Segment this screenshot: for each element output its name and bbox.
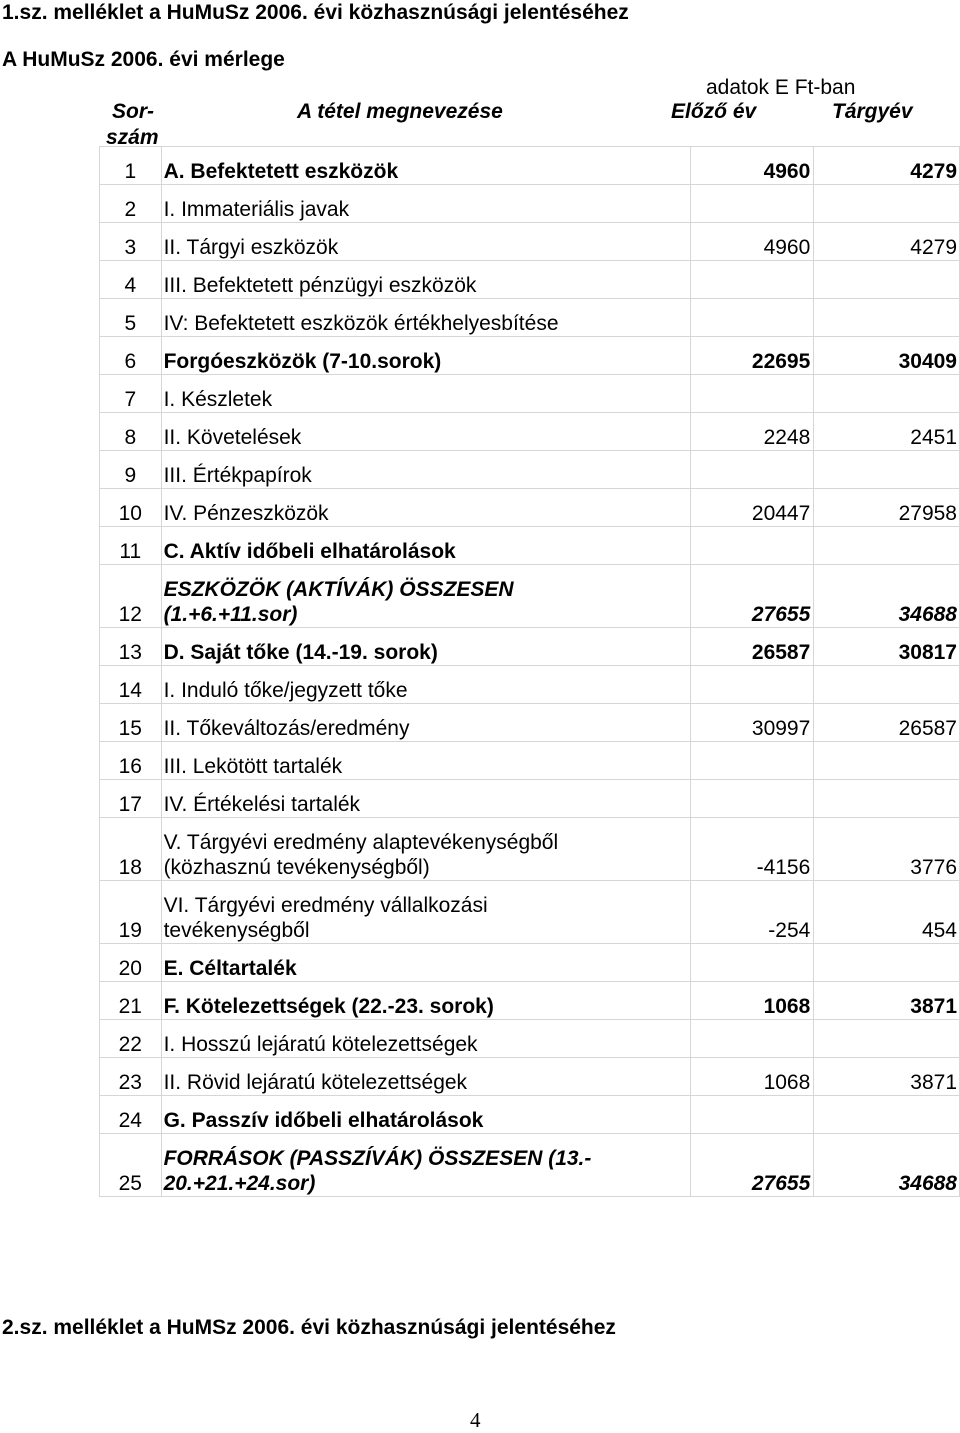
row-label: G. Passzív időbeli elhatárolások (161, 1096, 690, 1134)
current-year-value (814, 527, 960, 565)
row-number: 21 (100, 982, 162, 1020)
col-header-number-line2: szám (106, 126, 159, 149)
table-row (100, 1058, 960, 1096)
prev-year-value: -254 (691, 881, 814, 944)
prev-year-value (691, 261, 814, 299)
row-label (161, 1134, 690, 1197)
table-row (100, 982, 960, 1020)
prev-year-value: 27655 (691, 1134, 814, 1197)
row-number: 16 (100, 742, 162, 780)
prev-year-value (691, 742, 814, 780)
document-title: A HuMuSz 2006. évi mérlege (2, 48, 285, 71)
row-number: 12 (100, 565, 162, 628)
row-number: 14 (100, 666, 162, 704)
current-year-value (814, 944, 960, 982)
current-year-value (814, 666, 960, 704)
current-year-value: 34688 (814, 1134, 960, 1197)
table-row (100, 666, 960, 704)
current-year-value: 3871 (814, 1058, 960, 1096)
row-number: 8 (100, 413, 162, 451)
row-label: C. Aktív időbeli elhatárolások (161, 527, 690, 565)
row-number: 7 (100, 375, 162, 413)
row-number: 20 (100, 944, 162, 982)
row-label-line1: VI. Tárgyévi eredmény vállalkozási (163, 894, 488, 917)
row-label: IV: Befektetett eszközök értékhelyesbítése (161, 299, 690, 337)
row-label: A. Befektetett eszközök (161, 147, 690, 185)
row-label: E. Céltartalék (161, 944, 690, 982)
current-year-value (814, 451, 960, 489)
table-row (100, 223, 960, 261)
prev-year-value: -4156 (691, 818, 814, 881)
annex2-heading: 2.sz. melléklet a HuMSz 2006. évi közhasznúsági jelentéséhez (2, 1316, 616, 1339)
table-row (100, 261, 960, 299)
annex-heading: 1.sz. melléklet a HuMuSz 2006. évi közhasznúsági jelentéséhez (2, 1, 629, 24)
prev-year-value (691, 1020, 814, 1058)
table-row (100, 780, 960, 818)
row-label (161, 565, 690, 628)
row-label: Forgóeszközök (7-10.sorok) (161, 337, 690, 375)
row-label: I. Hosszú lejáratú kötelezettségek (161, 1020, 690, 1058)
row-label: III. Értékpapírok (161, 451, 690, 489)
table-row (100, 704, 960, 742)
row-label: D. Saját tőke (14.-19. sorok) (161, 628, 690, 666)
current-year-value (814, 742, 960, 780)
row-label (161, 818, 690, 881)
row-number: 10 (100, 489, 162, 527)
row-label-line1: V. Tárgyévi eredmény alaptevékenységből (163, 831, 559, 854)
prev-year-value (691, 666, 814, 704)
row-label: II. Tőkeváltozás/eredmény (161, 704, 690, 742)
prev-year-value (691, 451, 814, 489)
unit-note: adatok E Ft-ban (706, 76, 856, 99)
current-year-value (814, 1020, 960, 1058)
row-number: 15 (100, 704, 162, 742)
row-label: IV. Értékelési tartalék (161, 780, 690, 818)
prev-year-value: 4960 (691, 147, 814, 185)
row-label: I. Immateriális javak (161, 185, 690, 223)
row-label: F. Kötelezettségek (22.-23. sorok) (161, 982, 690, 1020)
current-year-value (814, 261, 960, 299)
row-number: 22 (100, 1020, 162, 1058)
prev-year-value: 27655 (691, 565, 814, 628)
current-year-value: 4279 (814, 223, 960, 261)
prev-year-value (691, 780, 814, 818)
row-label: III. Befektetett pénzügyi eszközök (161, 261, 690, 299)
prev-year-value (691, 375, 814, 413)
current-year-value (814, 375, 960, 413)
current-year-value: 454 (814, 881, 960, 944)
row-number: 17 (100, 780, 162, 818)
table-row (100, 375, 960, 413)
prev-year-value: 26587 (691, 628, 814, 666)
row-number: 23 (100, 1058, 162, 1096)
page-number: 4 (470, 1408, 481, 1432)
current-year-value: 26587 (814, 704, 960, 742)
row-label-line2: tevékenységből (163, 919, 310, 942)
table-row (100, 337, 960, 375)
table-row (100, 1134, 960, 1197)
col-header-current-year: Tárgyév (832, 100, 913, 123)
prev-year-value (691, 299, 814, 337)
current-year-value: 27958 (814, 489, 960, 527)
row-number: 6 (100, 337, 162, 375)
row-label: IV. Pénzeszközök (161, 489, 690, 527)
row-label: III. Lekötött tartalék (161, 742, 690, 780)
row-label: II. Tárgyi eszközök (161, 223, 690, 261)
row-number: 3 (100, 223, 162, 261)
prev-year-value: 20447 (691, 489, 814, 527)
prev-year-value (691, 1096, 814, 1134)
table-row (100, 527, 960, 565)
table-row (100, 147, 960, 185)
row-number: 2 (100, 185, 162, 223)
row-label-line2: (közhasznú tevékenységből) (163, 856, 430, 879)
row-number: 11 (100, 527, 162, 565)
prev-year-value: 22695 (691, 337, 814, 375)
col-header-prev-year: Előző év (671, 100, 757, 123)
table-row (100, 565, 960, 628)
row-label: II. Követelések (161, 413, 690, 451)
current-year-value: 30409 (814, 337, 960, 375)
table-row (100, 944, 960, 982)
row-label-line2: (1.+6.+11.sor) (163, 603, 298, 626)
row-label (161, 881, 690, 944)
table-row (100, 628, 960, 666)
table-row (100, 413, 960, 451)
prev-year-value (691, 944, 814, 982)
prev-year-value (691, 527, 814, 565)
current-year-value: 4279 (814, 147, 960, 185)
prev-year-value: 30997 (691, 704, 814, 742)
row-number: 19 (100, 881, 162, 944)
current-year-value (814, 185, 960, 223)
prev-year-value (691, 185, 814, 223)
col-header-name: A tétel megnevezése (297, 100, 503, 123)
row-number: 18 (100, 818, 162, 881)
table-row (100, 299, 960, 337)
table-row (100, 881, 960, 944)
row-number: 1 (100, 147, 162, 185)
col-header-number-line1: Sor- (112, 100, 154, 123)
prev-year-value: 1068 (691, 1058, 814, 1096)
row-number: 24 (100, 1096, 162, 1134)
row-label: II. Rövid lejáratú kötelezettségek (161, 1058, 690, 1096)
row-label-line1: FORRÁSOK (PASSZÍVÁK) ÖSSZESEN (13.- (163, 1147, 592, 1170)
row-label: I. Készletek (161, 375, 690, 413)
current-year-value (814, 780, 960, 818)
table-row (100, 489, 960, 527)
row-number: 25 (100, 1134, 162, 1197)
current-year-value (814, 299, 960, 337)
row-number: 4 (100, 261, 162, 299)
table-row (100, 1096, 960, 1134)
current-year-value: 34688 (814, 565, 960, 628)
current-year-value: 3776 (814, 818, 960, 881)
row-label-line2: 20.+21.+24.sor) (163, 1172, 316, 1195)
table-row (100, 185, 960, 223)
current-year-value: 2451 (814, 413, 960, 451)
current-year-value (814, 1096, 960, 1134)
row-number: 5 (100, 299, 162, 337)
row-label: I. Induló tőke/jegyzett tőke (161, 666, 690, 704)
row-number: 9 (100, 451, 162, 489)
current-year-value: 3871 (814, 982, 960, 1020)
balance-sheet-table (99, 146, 960, 1197)
current-year-value: 30817 (814, 628, 960, 666)
table-row (100, 742, 960, 780)
prev-year-value: 1068 (691, 982, 814, 1020)
prev-year-value: 4960 (691, 223, 814, 261)
row-number: 13 (100, 628, 162, 666)
row-label-line1: ESZKÖZÖK (AKTÍVÁK) ÖSSZESEN (163, 578, 514, 601)
prev-year-value: 2248 (691, 413, 814, 451)
table-row (100, 818, 960, 881)
table-row (100, 1020, 960, 1058)
table-row (100, 451, 960, 489)
